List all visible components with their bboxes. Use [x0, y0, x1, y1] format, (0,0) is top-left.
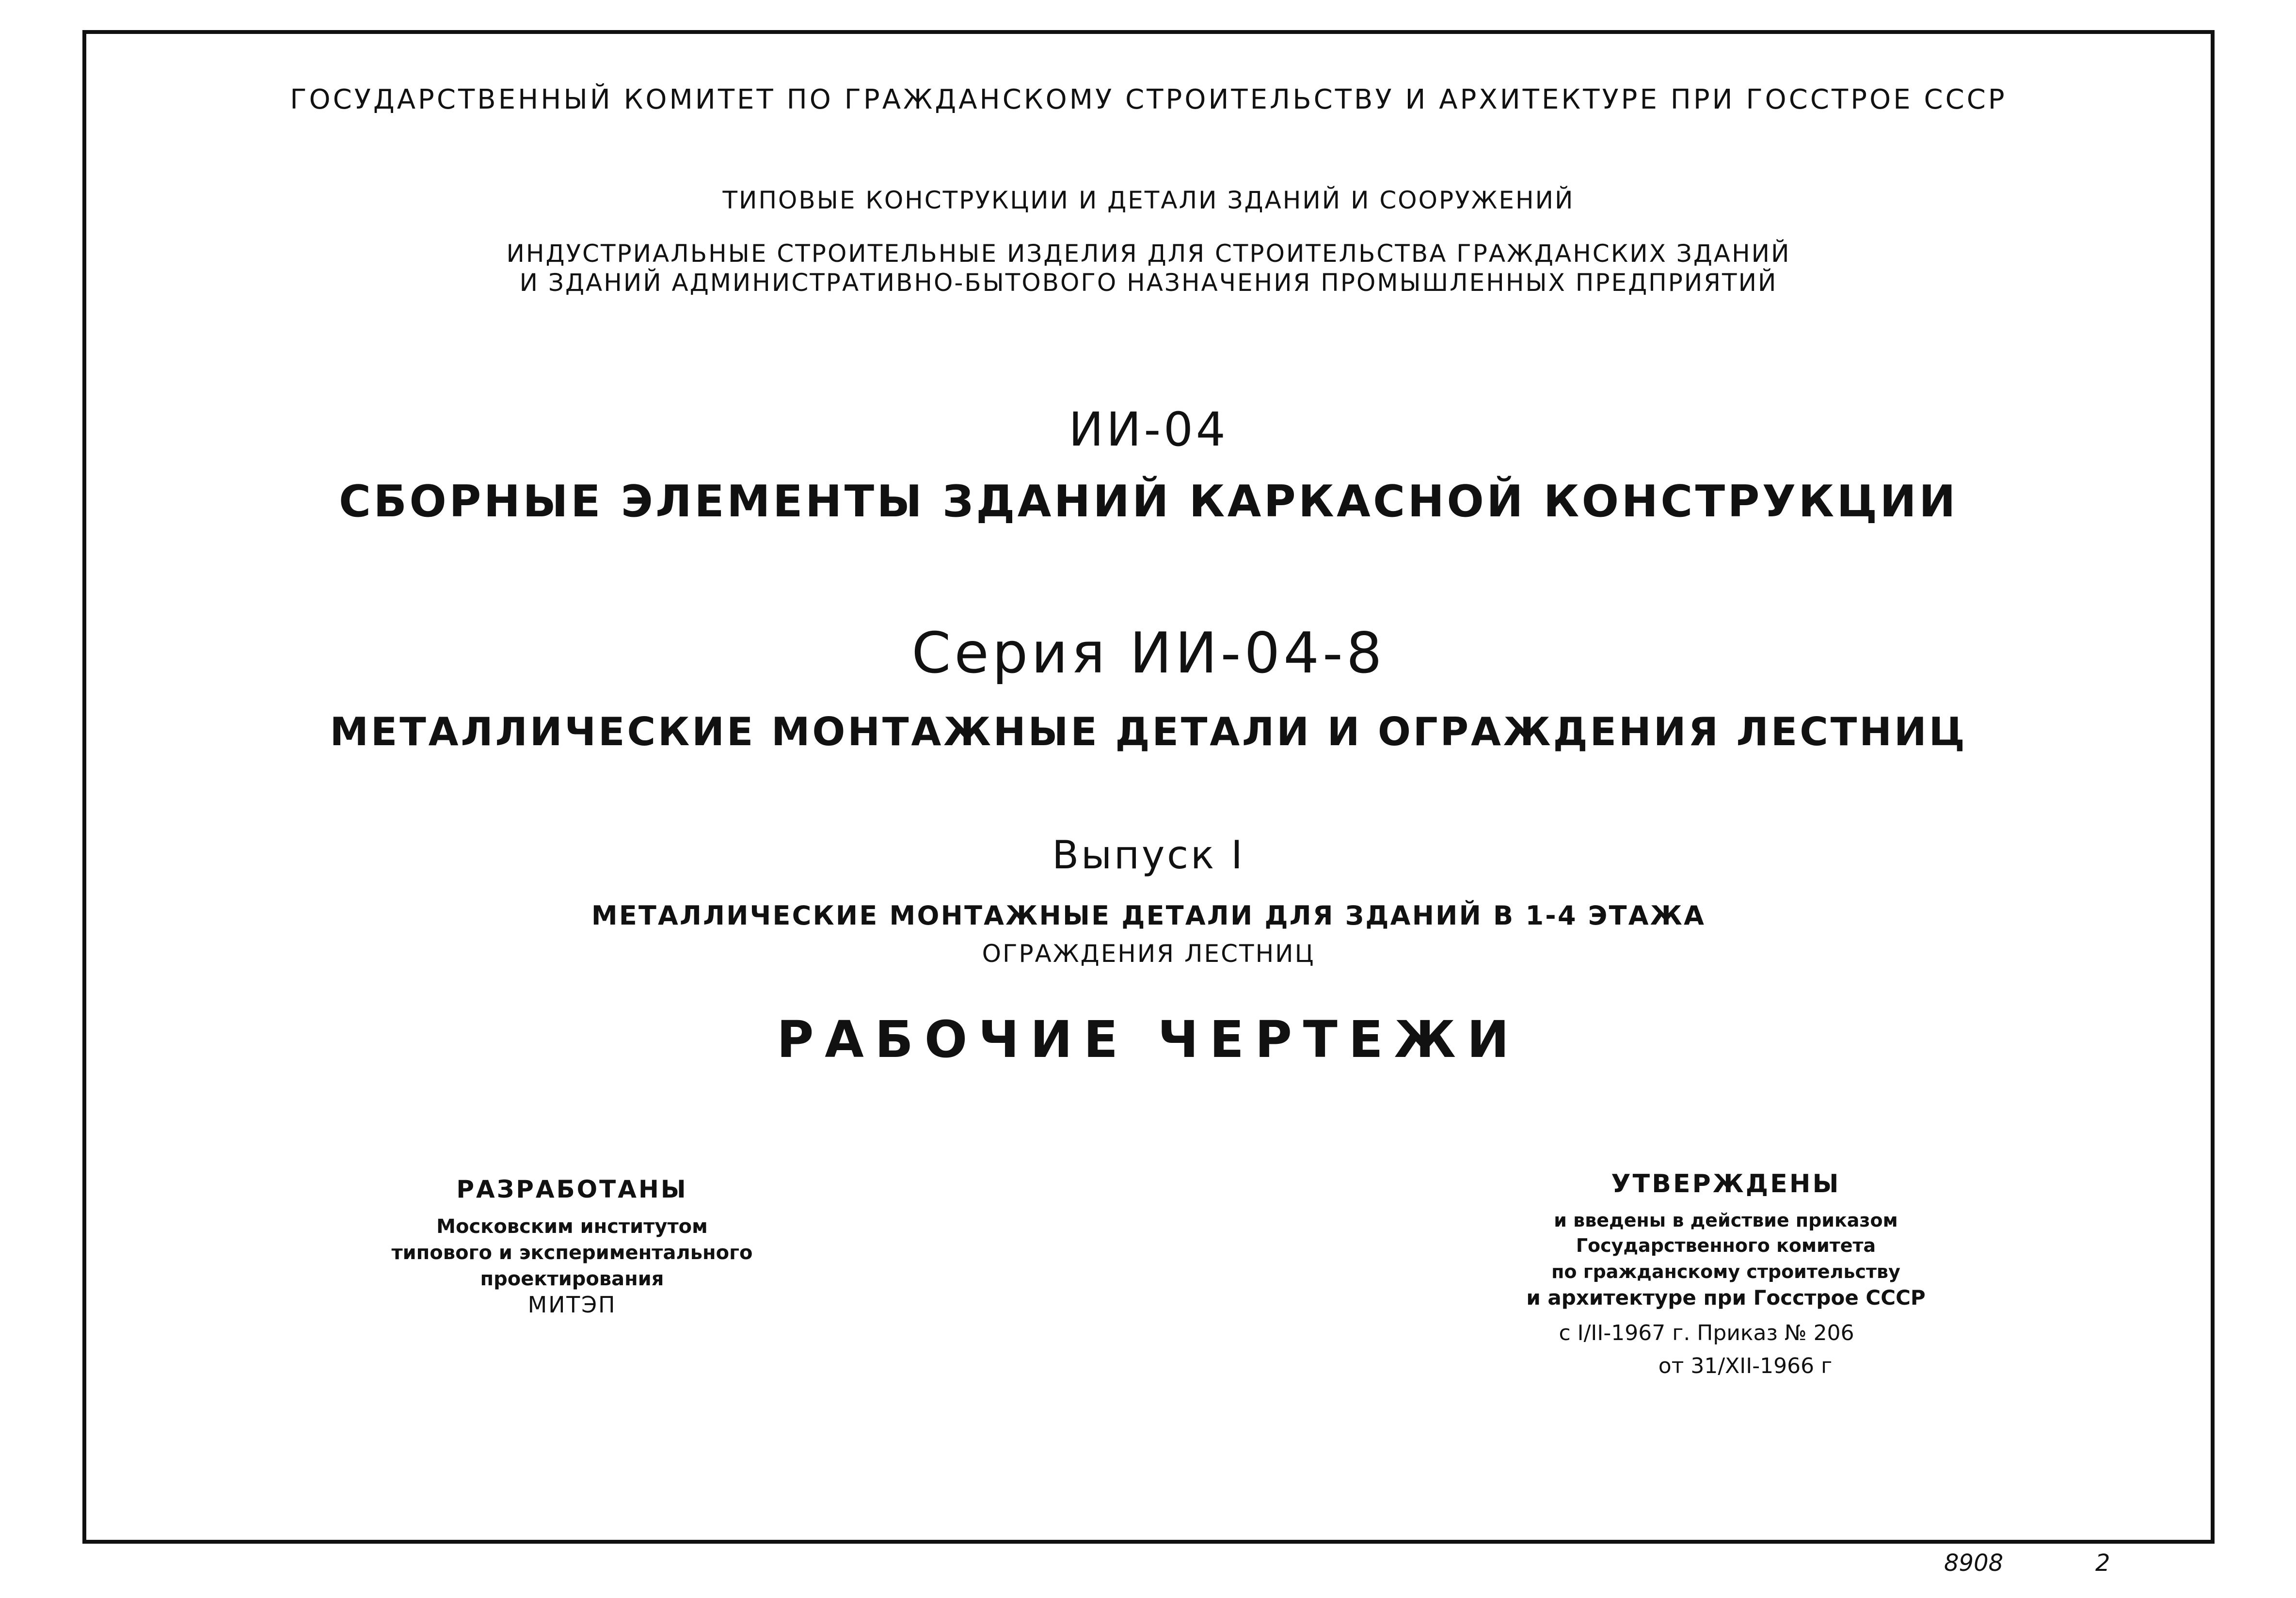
subcategory-line-1: ИНДУСТРИАЛЬНЫЕ СТРОИТЕЛЬНЫЕ ИЗДЕЛИЯ ДЛЯ СТРОИТЕЛЬСТВА ГРАЖДАНСКИХ ЗДАНИЙ: [506, 240, 1791, 268]
series-title: МЕТАЛЛИЧЕСКИЕ МОНТАЖНЫЕ ДЕТАЛИ И ОГРАЖДЕНИЯ ЛЕСТНИЦ: [330, 709, 1967, 754]
issue-number: Выпуск I: [1052, 832, 1245, 878]
developed-line-1: Московским институтом: [436, 1215, 708, 1238]
category-heading: ТИПОВЫЕ КОНСТРУКЦИИ И ДЕТАЛИ ЗДАНИЙ И СООРУЖЕНИЙ: [722, 186, 1575, 214]
document-type: РАБОЧИЕ ЧЕРТЕЖИ: [777, 1010, 1520, 1069]
developed-line-3: проектирования: [480, 1268, 664, 1290]
series-number: Серия ИИ-04-8: [911, 621, 1386, 686]
subcategory-line-2: И ЗДАНИЙ АДМИНИСТРАТИВНО-БЫТОВОГО НАЗНАЧЕНИЯ ПРОМЫШЛЕННЫХ ПРЕДПРИЯТИЙ: [519, 269, 1778, 297]
developed-organization: МИТЭП: [527, 1292, 617, 1318]
developed-heading: РАЗРАБОТАНЫ: [456, 1175, 688, 1203]
issue-title-line-2: ОГРАЖДЕНИЯ ЛЕСТНИЦ: [982, 940, 1315, 968]
approved-line-2: Государственного комитета: [1576, 1235, 1876, 1256]
approved-heading: УТВЕРЖДЕНЫ: [1611, 1169, 1841, 1198]
committee-heading: ГОСУДАРСТВЕННЫЙ КОМИТЕТ ПО ГРАЖДАНСКОМУ СТРОИТЕЛЬСТВУ И АРХИТЕКТУРЕ ПРИ ГОССТРОЕ СССР: [290, 84, 2007, 115]
approved-order-date: от 31/XII-1966 г: [1658, 1354, 1833, 1378]
page-number: 2: [2095, 1550, 2110, 1577]
approved-effective-date: с I/II-1967 г. Приказ № 206: [1559, 1321, 1854, 1345]
issue-title-line-1: МЕТАЛЛИЧЕСКИЕ МОНТАЖНЫЕ ДЕТАЛИ ДЛЯ ЗДАНИЙ В 1-4 ЭТАЖА: [591, 900, 1706, 931]
approved-line-3: по гражданскому строительству: [1551, 1261, 1900, 1282]
series-code: ИИ-04: [1068, 402, 1228, 457]
developed-line-2: типового и экспериментального: [391, 1242, 753, 1264]
sheet-code: 8908: [1944, 1550, 2004, 1577]
main-title: СБОРНЫЕ ЭЛЕМЕНТЫ ЗДАНИЙ КАРКАСНОЙ КОНСТРУКЦИИ: [338, 476, 1958, 527]
approved-line-4: и архитектуре при Госстрое СССР: [1526, 1286, 1926, 1310]
approved-line-1: и введены в действие приказом: [1554, 1210, 1898, 1231]
